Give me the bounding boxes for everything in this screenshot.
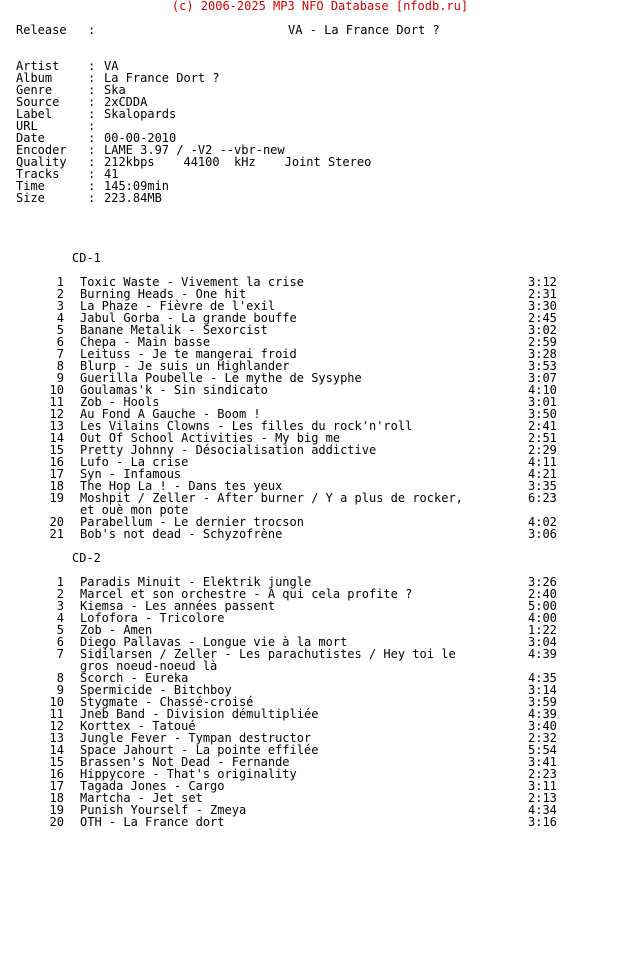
- track-duration: 2:32: [528, 731, 557, 745]
- track-duration: 4:34: [528, 803, 557, 817]
- info-value: 145:09min: [104, 179, 170, 193]
- track-title: Hippycore - That's originality: [80, 767, 297, 781]
- track-title: Marcel et son orchestre - A qui cela profite ?: [80, 587, 413, 601]
- release-value: VA - La France Dort ?: [288, 23, 440, 37]
- info-label: Date: [16, 131, 45, 145]
- track-number: 12: [49, 719, 64, 733]
- track-number: 6: [56, 335, 64, 349]
- track-number: 14: [49, 431, 64, 445]
- track-duration: 3:06: [528, 527, 557, 541]
- track-title: Stygmate - Chassé-croisé: [80, 695, 254, 709]
- track-number: 2: [56, 587, 64, 601]
- track-title: Korttex - Tatoué: [80, 719, 196, 733]
- track-title: Moshpit / Zeller - After burner / Y a plus de rocker,: [80, 491, 463, 505]
- track-number: 20: [49, 815, 64, 829]
- track-title: Toxic Waste - Vivement la crise: [80, 275, 304, 289]
- track-duration: 4:39: [528, 647, 557, 661]
- info-separator: :: [88, 179, 96, 193]
- track-title: Zob - Amen: [80, 623, 153, 637]
- track-number: 1: [56, 575, 64, 589]
- track-title: Parabellum - Le dernier trocson: [80, 515, 304, 529]
- track-duration: 2:41: [528, 419, 557, 433]
- track-duration: 3:11: [528, 779, 557, 793]
- track-number: 19: [49, 803, 64, 817]
- track-title: Pretty Johnny - Désocialisation addictive: [80, 443, 377, 457]
- info-value: 41: [104, 167, 119, 181]
- track-number: 13: [49, 731, 64, 745]
- track-title: Punish Yourself - Zmeya: [80, 803, 247, 817]
- track-number: 13: [49, 419, 64, 433]
- track-title: OTH - La France dort: [80, 815, 225, 829]
- track-title-continued: et ouè mon pote: [80, 503, 189, 517]
- track-duration: 2:31: [528, 287, 557, 301]
- info-label: Quality: [16, 155, 67, 169]
- track-number: 10: [49, 695, 64, 709]
- track-duration: 3:16: [528, 815, 557, 829]
- info-value: VA: [104, 59, 119, 73]
- track-title: Space Jahourt - La pointe effilée: [80, 743, 319, 757]
- track-duration: 3:53: [528, 359, 557, 373]
- info-label: Encoder: [16, 143, 67, 157]
- info-value: 223.84MB: [104, 191, 162, 205]
- track-title-continued: gros noeud-noeud là: [80, 659, 218, 673]
- track-title: Jungle Fever - Tympan destructor: [80, 731, 312, 745]
- disc-label: CD-1: [72, 251, 101, 265]
- track-duration: 4:35: [528, 671, 557, 685]
- info-label: Source: [16, 95, 60, 109]
- track-number: 5: [56, 623, 64, 637]
- track-duration: 2:23: [528, 767, 557, 781]
- track-number: 7: [56, 647, 64, 661]
- info-separator: :: [88, 107, 96, 121]
- track-title: Sidilarsen / Zeller - Les parachutistes / Hey toi le: [80, 647, 456, 661]
- track-title: Lofofora - Tricolore: [80, 611, 225, 625]
- info-separator: :: [88, 143, 96, 157]
- track-duration: 3:26: [528, 575, 557, 589]
- track-title: La Phaze - Fièvre de l'exil: [80, 299, 276, 313]
- track-title: Blurp - Je suis un Highlander: [80, 359, 290, 373]
- track-duration: 6:23: [528, 491, 557, 505]
- track-title: Leituss - Je te mangerai froid: [80, 347, 297, 361]
- track-title: Guerilla Poubelle - Le mythe de Sysyphe: [80, 371, 362, 385]
- info-separator: :: [88, 131, 96, 145]
- track-title: Burning Heads - One hit: [80, 287, 247, 301]
- track-number: 9: [56, 371, 64, 385]
- track-title: Bob's not dead - Schyzofrène: [80, 527, 283, 541]
- track-duration: 2:59: [528, 335, 557, 349]
- info-label: Album: [16, 71, 53, 85]
- track-title: Les Vilains Clowns - Les filles du rock'n'roll: [80, 419, 413, 433]
- track-number: 17: [49, 779, 64, 793]
- track-number: 8: [56, 359, 64, 373]
- track-number: 7: [56, 347, 64, 361]
- info-separator: :: [88, 95, 96, 109]
- track-number: 16: [49, 767, 64, 781]
- track-title: Zob - Hools: [80, 395, 160, 409]
- track-duration: 3:30: [528, 299, 557, 313]
- track-number: 17: [49, 467, 64, 481]
- info-label: Size: [16, 191, 45, 205]
- disc-label: CD-2: [72, 551, 101, 565]
- release-separator: :: [88, 23, 96, 37]
- info-separator: :: [88, 167, 96, 181]
- track-number: 4: [56, 311, 64, 325]
- info-value: La France Dort ?: [104, 71, 220, 85]
- track-duration: 3:12: [528, 275, 557, 289]
- track-number: 11: [49, 707, 64, 721]
- track-number: 1: [56, 275, 64, 289]
- track-number: 11: [49, 395, 64, 409]
- track-number: 20: [49, 515, 64, 529]
- track-duration: 4:02: [528, 515, 557, 529]
- track-duration: 3:28: [528, 347, 557, 361]
- track-number: 19: [49, 491, 64, 505]
- track-duration: 4:00: [528, 611, 557, 625]
- track-title: Scorch - Eureka: [80, 671, 189, 685]
- info-separator: :: [88, 119, 96, 133]
- info-label: Tracks: [16, 167, 60, 181]
- info-separator: :: [88, 83, 96, 97]
- track-number: 3: [56, 299, 64, 313]
- info-label: Label: [16, 107, 53, 121]
- track-number: 3: [56, 599, 64, 613]
- track-number: 4: [56, 611, 64, 625]
- track-number: 16: [49, 455, 64, 469]
- track-duration: 4:10: [528, 383, 557, 397]
- release-label: Release: [16, 23, 67, 37]
- track-title: Out Of School Activities - My big me: [80, 431, 341, 445]
- info-value: LAME 3.97 / -V2 --vbr-new: [104, 143, 285, 157]
- track-duration: 3:04: [528, 635, 557, 649]
- track-number: 9: [56, 683, 64, 697]
- info-label: Time: [16, 179, 45, 193]
- track-duration: 3:50: [528, 407, 557, 421]
- track-title: Syn - Infamous: [80, 467, 182, 481]
- info-separator: :: [88, 191, 96, 205]
- track-duration: 4:21: [528, 467, 557, 481]
- track-duration: 5:54: [528, 743, 557, 757]
- track-number: 15: [49, 443, 64, 457]
- track-number: 21: [49, 527, 64, 541]
- info-separator: :: [88, 59, 96, 73]
- info-value: Ska: [104, 83, 126, 97]
- track-duration: 2:29: [528, 443, 557, 457]
- track-title: Au Fond A Gauche - Boom !: [80, 407, 261, 421]
- info-value: 2xCDDA: [104, 95, 148, 109]
- track-number: 8: [56, 671, 64, 685]
- track-duration: 2:45: [528, 311, 557, 325]
- info-separator: :: [88, 155, 96, 169]
- info-separator: :: [88, 71, 96, 85]
- track-number: 12: [49, 407, 64, 421]
- track-duration: 3:07: [528, 371, 557, 385]
- track-title: Diego Pallavas - Longue vie à la mort: [80, 635, 348, 649]
- track-number: 10: [49, 383, 64, 397]
- info-value: 00-00-2010: [104, 131, 177, 145]
- track-duration: 3:40: [528, 719, 557, 733]
- track-number: 5: [56, 323, 64, 337]
- track-duration: 3:41: [528, 755, 557, 769]
- info-label: Artist: [16, 59, 60, 73]
- track-duration: 3:59: [528, 695, 557, 709]
- track-title: Jneb Band - Division démultipliée: [80, 707, 319, 721]
- track-duration: 2:51: [528, 431, 557, 445]
- track-duration: 2:13: [528, 791, 557, 805]
- track-title: Lufo - La crise: [80, 455, 189, 469]
- track-number: 15: [49, 755, 64, 769]
- track-title: Spermicide - Bitchboy: [80, 683, 232, 697]
- track-duration: 3:01: [528, 395, 557, 409]
- track-duration: 2:40: [528, 587, 557, 601]
- track-duration: 3:02: [528, 323, 557, 337]
- track-duration: 3:35: [528, 479, 557, 493]
- track-number: 6: [56, 635, 64, 649]
- track-title: Chepa - Main basse: [80, 335, 211, 349]
- track-title: Kiemsa - Les années passent: [80, 599, 276, 613]
- track-duration: 3:14: [528, 683, 557, 697]
- track-title: Jabul Gorba - La grande bouffe: [80, 311, 297, 325]
- track-duration: 1:22: [528, 623, 557, 637]
- track-duration: 4:39: [528, 707, 557, 721]
- track-duration: 4:11: [528, 455, 557, 469]
- info-value: Skalopards: [104, 107, 177, 121]
- track-title: Brassen's Not Dead - Fernande: [80, 755, 290, 769]
- track-number: 14: [49, 743, 64, 757]
- track-title: Paradis Minuit - Elektrik jungle: [80, 575, 312, 589]
- track-number: 18: [49, 791, 64, 805]
- info-value: 212kbps 44100 kHz Joint Stereo: [104, 155, 372, 169]
- track-duration: 5:00: [528, 599, 557, 613]
- track-title: Banane Metalik - Sexorcist: [80, 323, 268, 337]
- nfodb-banner: (c) 2006-2025 MP3 NFO Database [nfodb.ru]: [171, 0, 469, 13]
- track-number: 18: [49, 479, 64, 493]
- track-title: The Hop La ! - Dans tes yeux: [80, 479, 283, 493]
- track-title: Tagada Jones - Cargo: [80, 779, 225, 793]
- info-label: Genre: [16, 83, 53, 97]
- info-label: URL: [16, 119, 38, 133]
- track-title: Goulamas'k - Sin sindicato: [80, 383, 268, 397]
- release-line: [0, 23, 440, 37]
- track-title: Martcha - Jet set: [80, 791, 203, 805]
- track-number: 2: [56, 287, 64, 301]
